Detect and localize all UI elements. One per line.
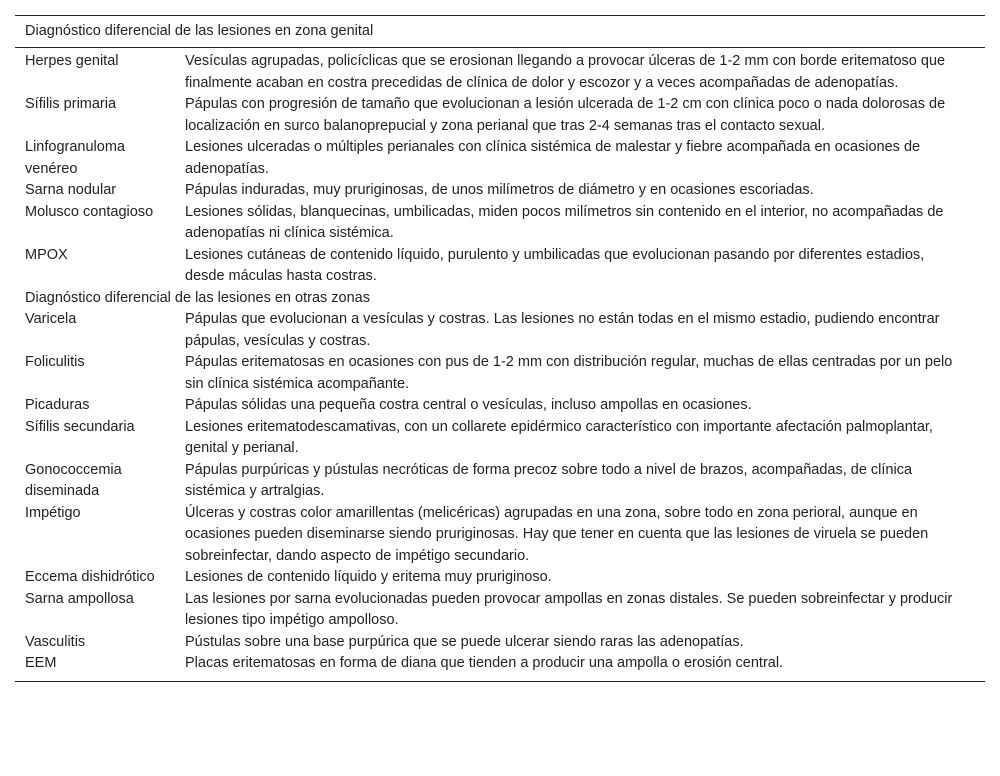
- condition-name: Eccema dishidrótico: [25, 569, 155, 585]
- table-row: [15, 48, 985, 95]
- condition-description: Lesiones sólidas, blanquecinas, umbilicadas, miden pocos milímetros sin contenido en el interior, no acompañadas de adenopatías ni clínica sistémica.: [185, 203, 944, 241]
- table-row: [15, 460, 985, 503]
- table-row: [15, 589, 985, 632]
- condition-name: Picaduras: [25, 397, 90, 413]
- condition-description: Placas eritematosas en forma de diana que tienden a producir una ampolla o erosión central.: [185, 655, 784, 671]
- table-row: [15, 567, 985, 589]
- condition-description: Pápulas con progresión de tamaño que evolucionan a lesión ulcerada de 1-2 cm con clínica poco o nada dolorosas de localización en surco balanoprepucial y zona perianal que tras 2-4 semanas tras el contacto sexual.: [185, 96, 946, 134]
- condition-description: Las lesiones por sarna evolucionadas pueden provocar ampollas en zonas distales. Se pueden sobreinfectar y producir lesiones tipo impétigo ampolloso.: [185, 590, 953, 628]
- condition-name: Herpes genital: [25, 53, 119, 69]
- condition-name: Sífilis secundaria: [25, 418, 135, 435]
- condition-description: Lesiones eritematodescamativas, con un collarete epidérmico característico con importante afectación palmoplantar, genital y perianal.: [185, 418, 933, 456]
- section-title: Diagnóstico diferencial de las lesiones en otras zonas: [25, 289, 370, 306]
- table-row: [15, 309, 985, 352]
- table-row: [15, 94, 985, 137]
- table-row: [15, 202, 985, 245]
- condition-description: Lesiones de contenido líquido y eritema muy pruriginoso.: [185, 569, 552, 585]
- section-row: [15, 288, 985, 310]
- condition-name: EEM: [25, 655, 57, 671]
- condition-description: Pápulas sólidas una pequeña costra central o vesículas, incluso ampollas en ocasiones.: [185, 397, 752, 413]
- condition-name: Gonococcemia diseminada: [25, 461, 122, 499]
- table-header: Diagnóstico diferencial de las lesiones en zona genital: [15, 16, 985, 48]
- table-row: [15, 632, 985, 654]
- condition-description: Pápulas que evolucionan a vesículas y costras. Las lesiones no están todas en el mismo estadio, pudiendo encontrar pápulas, vesículas y costras.: [185, 311, 940, 349]
- condition-description: Pápulas purpúricas y pústulas necróticas de forma precoz sobre todo a nivel de brazos, acompañadas, de clínica sistémica y artralgias.: [185, 461, 913, 499]
- condition-name: Sífilis primaria: [25, 96, 117, 112]
- condition-description: Pústulas sobre una base purpúrica que se puede ulcerar siendo raras las adenopatías.: [185, 633, 744, 650]
- table-row: [15, 395, 985, 417]
- table-row: [15, 245, 985, 288]
- condition-name: MPOX: [25, 246, 68, 263]
- condition-description: Lesiones ulceradas o múltiples perianales con clínica sistémica de malestar y fiebre acompañada en ocasiones de adenopatías.: [185, 139, 921, 177]
- condition-name: Foliculitis: [25, 354, 85, 370]
- condition-description: Vesículas agrupadas, policíclicas que se erosionan llegando a provocar úlceras de 1-2 mm con borde eritematoso que finalmente acaban en costra precedidas de clínica de dolor y escozor y a veces acompañadas de adenopatías.: [185, 53, 946, 91]
- table-row: [15, 653, 985, 681]
- condition-description: Lesiones cutáneas de contenido líquido, purulento y umbilicadas que evolucionan pasando por diferentes estadios, desde máculas hasta costras.: [185, 246, 925, 284]
- condition-name: Molusco contagioso: [25, 203, 154, 220]
- table-body: [15, 48, 985, 682]
- table-header-row: [15, 16, 985, 48]
- condition-name: Sarna nodular: [25, 182, 117, 198]
- condition-description: Pápulas induradas, muy pruriginosas, de unos milímetros de diámetro y en ocasiones escoriadas.: [185, 182, 814, 198]
- table-row: [15, 352, 985, 395]
- condition-name: Linfogranuloma venéreo: [25, 139, 125, 177]
- table-row: [15, 180, 985, 202]
- table-row: [15, 503, 985, 568]
- condition-description: Úlceras y costras color amarillentas (melicéricas) agrupadas en una zona, sobre todo en zona perioral, aunque en ocasiones pueden diseminarse siendo pruriginosas. Hay que tener en cuenta que las lesiones de viruela se pueden sobreinfectar, dando aspecto de impétigo secundario.: [185, 504, 929, 564]
- condition-name: Vasculitis: [25, 633, 86, 650]
- condition-name: Varicela: [25, 311, 77, 327]
- condition-name: Impétigo: [25, 504, 81, 521]
- table-row: [15, 417, 985, 460]
- condition-description: Pápulas eritematosas en ocasiones con pus de 1-2 mm con distribución regular, muchas de ellas centradas por un pelo sin clínica sistémica acompañante.: [185, 354, 953, 392]
- condition-name: Sarna ampollosa: [25, 590, 134, 607]
- differential-diagnosis-table: [15, 15, 985, 682]
- table-row: [15, 137, 985, 180]
